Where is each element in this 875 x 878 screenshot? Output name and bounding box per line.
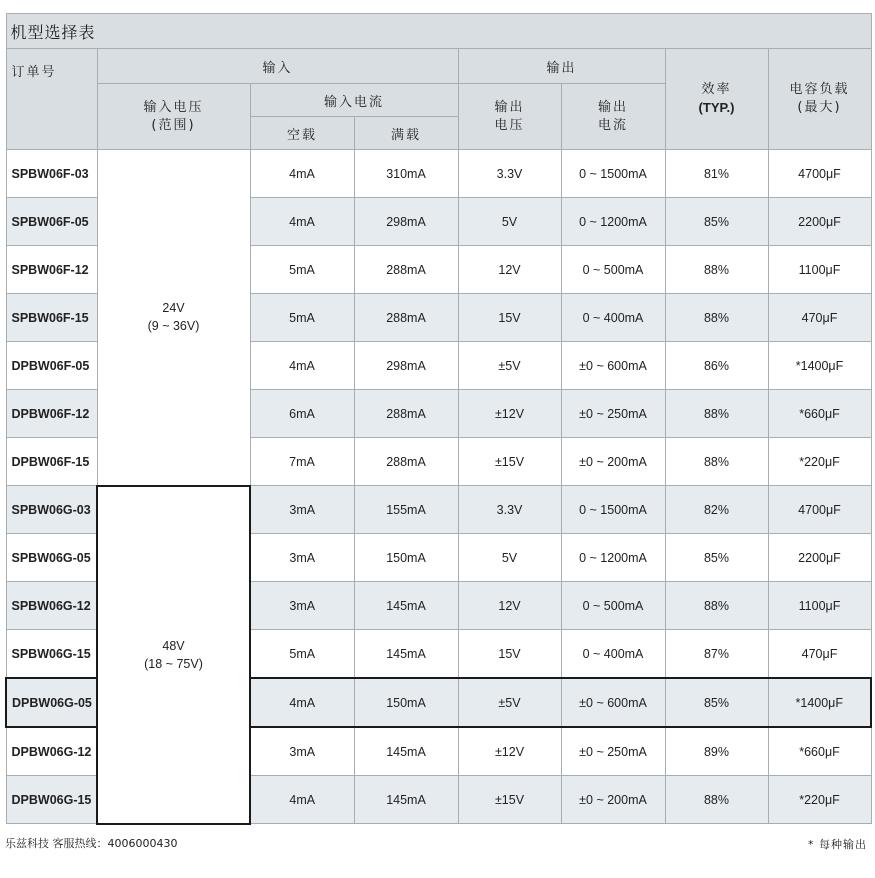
output-voltage-label-1: 输出 xyxy=(494,99,525,115)
efficiency-cell: 82% xyxy=(665,486,768,534)
efficiency-label: 效率 xyxy=(701,81,732,97)
efficiency-cell: 85% xyxy=(665,678,768,727)
vout-cell: ±5V xyxy=(458,342,561,390)
cap-cell: *220μF xyxy=(768,776,871,824)
no-load-cell: 5mA xyxy=(250,294,354,342)
iout-cell: 0 ~ 400mA xyxy=(561,630,665,679)
model-cell: DPBW06F-05 xyxy=(6,342,97,390)
full-load-header: 满载 xyxy=(354,117,458,150)
vout-cell: ±5V xyxy=(458,678,561,727)
model-cell: DPBW06G-15 xyxy=(6,776,97,824)
efficiency-cell: 81% xyxy=(665,150,768,198)
table-row xyxy=(6,150,871,198)
full-load-cell: 288mA xyxy=(354,294,458,342)
iout-cell: ±0 ~ 600mA xyxy=(561,678,665,727)
efficiency-header xyxy=(665,49,768,150)
cap-cell: 2200μF xyxy=(768,198,871,246)
no-load-cell: 3mA xyxy=(250,486,354,534)
iout-cell: 0 ~ 1500mA xyxy=(561,150,665,198)
no-load-header: 空载 xyxy=(250,117,354,150)
vout-cell: ±12V xyxy=(458,727,561,776)
full-load-cell: 310mA xyxy=(354,150,458,198)
cap-cell: 1100μF xyxy=(768,582,871,630)
cap-cell: *1400μF xyxy=(768,342,871,390)
cap-cell: 4700μF xyxy=(768,486,871,534)
iout-cell: 0 ~ 500mA xyxy=(561,582,665,630)
group-range: (9 ~ 36V) xyxy=(147,319,200,334)
output-current-label-2: 电流 xyxy=(597,117,628,133)
footer-hotline: 乐兹科技 客服热线：4006000430 xyxy=(5,837,178,850)
full-load-cell: 150mA xyxy=(354,678,458,727)
full-load-cell: 298mA xyxy=(354,198,458,246)
iout-cell: ±0 ~ 200mA xyxy=(561,776,665,824)
model-cell: SPBW06G-05 xyxy=(6,534,97,582)
full-load-cell: 145mA xyxy=(354,582,458,630)
no-load-cell: 4mA xyxy=(250,342,354,390)
output-current-header xyxy=(561,84,665,150)
cap-cell: 4700μF xyxy=(768,150,871,198)
model-selection-table-container xyxy=(5,13,870,825)
model-cell: SPBW06G-12 xyxy=(6,582,97,630)
full-load-cell: 298mA xyxy=(354,342,458,390)
vout-cell: 5V xyxy=(458,198,561,246)
model-cell: SPBW06F-05 xyxy=(6,198,97,246)
vout-cell: 5V xyxy=(458,534,561,582)
footer-note: * 每种输出 xyxy=(808,838,867,851)
full-load-cell: 155mA xyxy=(354,486,458,534)
input-current-header: 输入电流 xyxy=(250,84,458,117)
output-voltage-header xyxy=(458,84,561,150)
efficiency-typ-label: (TYP.) xyxy=(698,99,735,115)
cap-cell: *660μF xyxy=(768,390,871,438)
efficiency-cell: 88% xyxy=(665,390,768,438)
cap-load-header xyxy=(768,49,871,150)
vout-cell: 15V xyxy=(458,294,561,342)
vout-cell: 3.3V xyxy=(458,486,561,534)
iout-cell: 0 ~ 1200mA xyxy=(561,198,665,246)
iout-cell: ±0 ~ 200mA xyxy=(561,438,665,486)
cap-load-label: 电容负载 xyxy=(789,82,850,97)
efficiency-cell: 87% xyxy=(665,630,768,679)
vout-cell: 12V xyxy=(458,246,561,294)
output-voltage-label-2: 电压 xyxy=(494,117,525,133)
iout-cell: ±0 ~ 250mA xyxy=(561,390,665,438)
iout-cell: ±0 ~ 600mA xyxy=(561,342,665,390)
group-voltage: 48V xyxy=(162,638,185,653)
cap-cell: 470μF xyxy=(768,294,871,342)
group-voltage: 24V xyxy=(162,301,185,316)
cap-cell: 470μF xyxy=(768,630,871,679)
model-cell: DPBW06F-12 xyxy=(6,390,97,438)
no-load-cell: 3mA xyxy=(250,534,354,582)
model-cell: DPBW06G-12 xyxy=(6,727,97,776)
cap-cell: *1400μF xyxy=(768,678,871,727)
efficiency-cell: 89% xyxy=(665,727,768,776)
output-header: 输出 xyxy=(458,49,665,84)
model-cell: SPBW06F-03 xyxy=(6,150,97,198)
no-load-cell: 4mA xyxy=(250,198,354,246)
no-load-cell: 6mA xyxy=(250,390,354,438)
model-cell: SPBW06G-03 xyxy=(6,486,97,534)
vout-cell: ±15V xyxy=(458,776,561,824)
efficiency-cell: 88% xyxy=(665,776,768,824)
model-cell: SPBW06F-15 xyxy=(6,294,97,342)
no-load-cell: 4mA xyxy=(250,776,354,824)
group-range: (18 ~ 75V) xyxy=(144,656,203,671)
model-cell: SPBW06G-15 xyxy=(6,630,97,679)
model-cell: SPBW06F-12 xyxy=(6,246,97,294)
full-load-cell: 150mA xyxy=(354,534,458,582)
efficiency-cell: 88% xyxy=(665,582,768,630)
no-load-cell: 3mA xyxy=(250,727,354,776)
no-load-cell: 5mA xyxy=(250,630,354,679)
iout-cell: ±0 ~ 250mA xyxy=(561,727,665,776)
order-no-header: 订单号 xyxy=(6,49,97,150)
input-voltage-label: 输入电压 xyxy=(143,99,204,115)
efficiency-cell: 85% xyxy=(665,534,768,582)
input-voltage-header xyxy=(97,84,250,150)
cap-load-max-label: (最大) xyxy=(797,100,842,115)
cap-cell: 2200μF xyxy=(768,534,871,582)
efficiency-cell: 86% xyxy=(665,342,768,390)
no-load-cell: 5mA xyxy=(250,246,354,294)
no-load-cell: 3mA xyxy=(250,582,354,630)
table-body xyxy=(6,150,871,824)
vout-cell: 12V xyxy=(458,582,561,630)
full-load-cell: 145mA xyxy=(354,630,458,679)
full-load-cell: 145mA xyxy=(354,727,458,776)
output-current-label-1: 输出 xyxy=(597,99,628,115)
cap-cell: *660μF xyxy=(768,727,871,776)
iout-cell: 0 ~ 400mA xyxy=(561,294,665,342)
no-load-cell: 4mA xyxy=(250,678,354,727)
model-cell: DPBW06F-15 xyxy=(6,438,97,486)
vout-cell: ±15V xyxy=(458,438,561,486)
vout-cell: 3.3V xyxy=(458,150,561,198)
table-row xyxy=(6,486,871,534)
efficiency-cell: 88% xyxy=(665,246,768,294)
vout-cell: ±12V xyxy=(458,390,561,438)
model-selection-table xyxy=(5,13,872,825)
efficiency-cell: 85% xyxy=(665,198,768,246)
cap-cell: 1100μF xyxy=(768,246,871,294)
cap-cell: *220μF xyxy=(768,438,871,486)
model-cell: DPBW06G-05 xyxy=(6,678,97,727)
efficiency-cell: 88% xyxy=(665,438,768,486)
table-title: 机型选择表 xyxy=(6,14,871,49)
efficiency-cell: 88% xyxy=(665,294,768,342)
no-load-cell: 7mA xyxy=(250,438,354,486)
full-load-cell: 288mA xyxy=(354,390,458,438)
input-voltage-group-24v xyxy=(97,150,250,486)
full-load-cell: 288mA xyxy=(354,438,458,486)
iout-cell: 0 ~ 1200mA xyxy=(561,534,665,582)
input-voltage-group-48v xyxy=(97,486,250,824)
no-load-cell: 4mA xyxy=(250,150,354,198)
input-header: 输入 xyxy=(97,49,458,84)
full-load-cell: 288mA xyxy=(354,246,458,294)
full-load-cell: 145mA xyxy=(354,776,458,824)
iout-cell: 0 ~ 1500mA xyxy=(561,486,665,534)
input-voltage-range-label: (范围) xyxy=(151,117,196,133)
iout-cell: 0 ~ 500mA xyxy=(561,246,665,294)
vout-cell: 15V xyxy=(458,630,561,679)
